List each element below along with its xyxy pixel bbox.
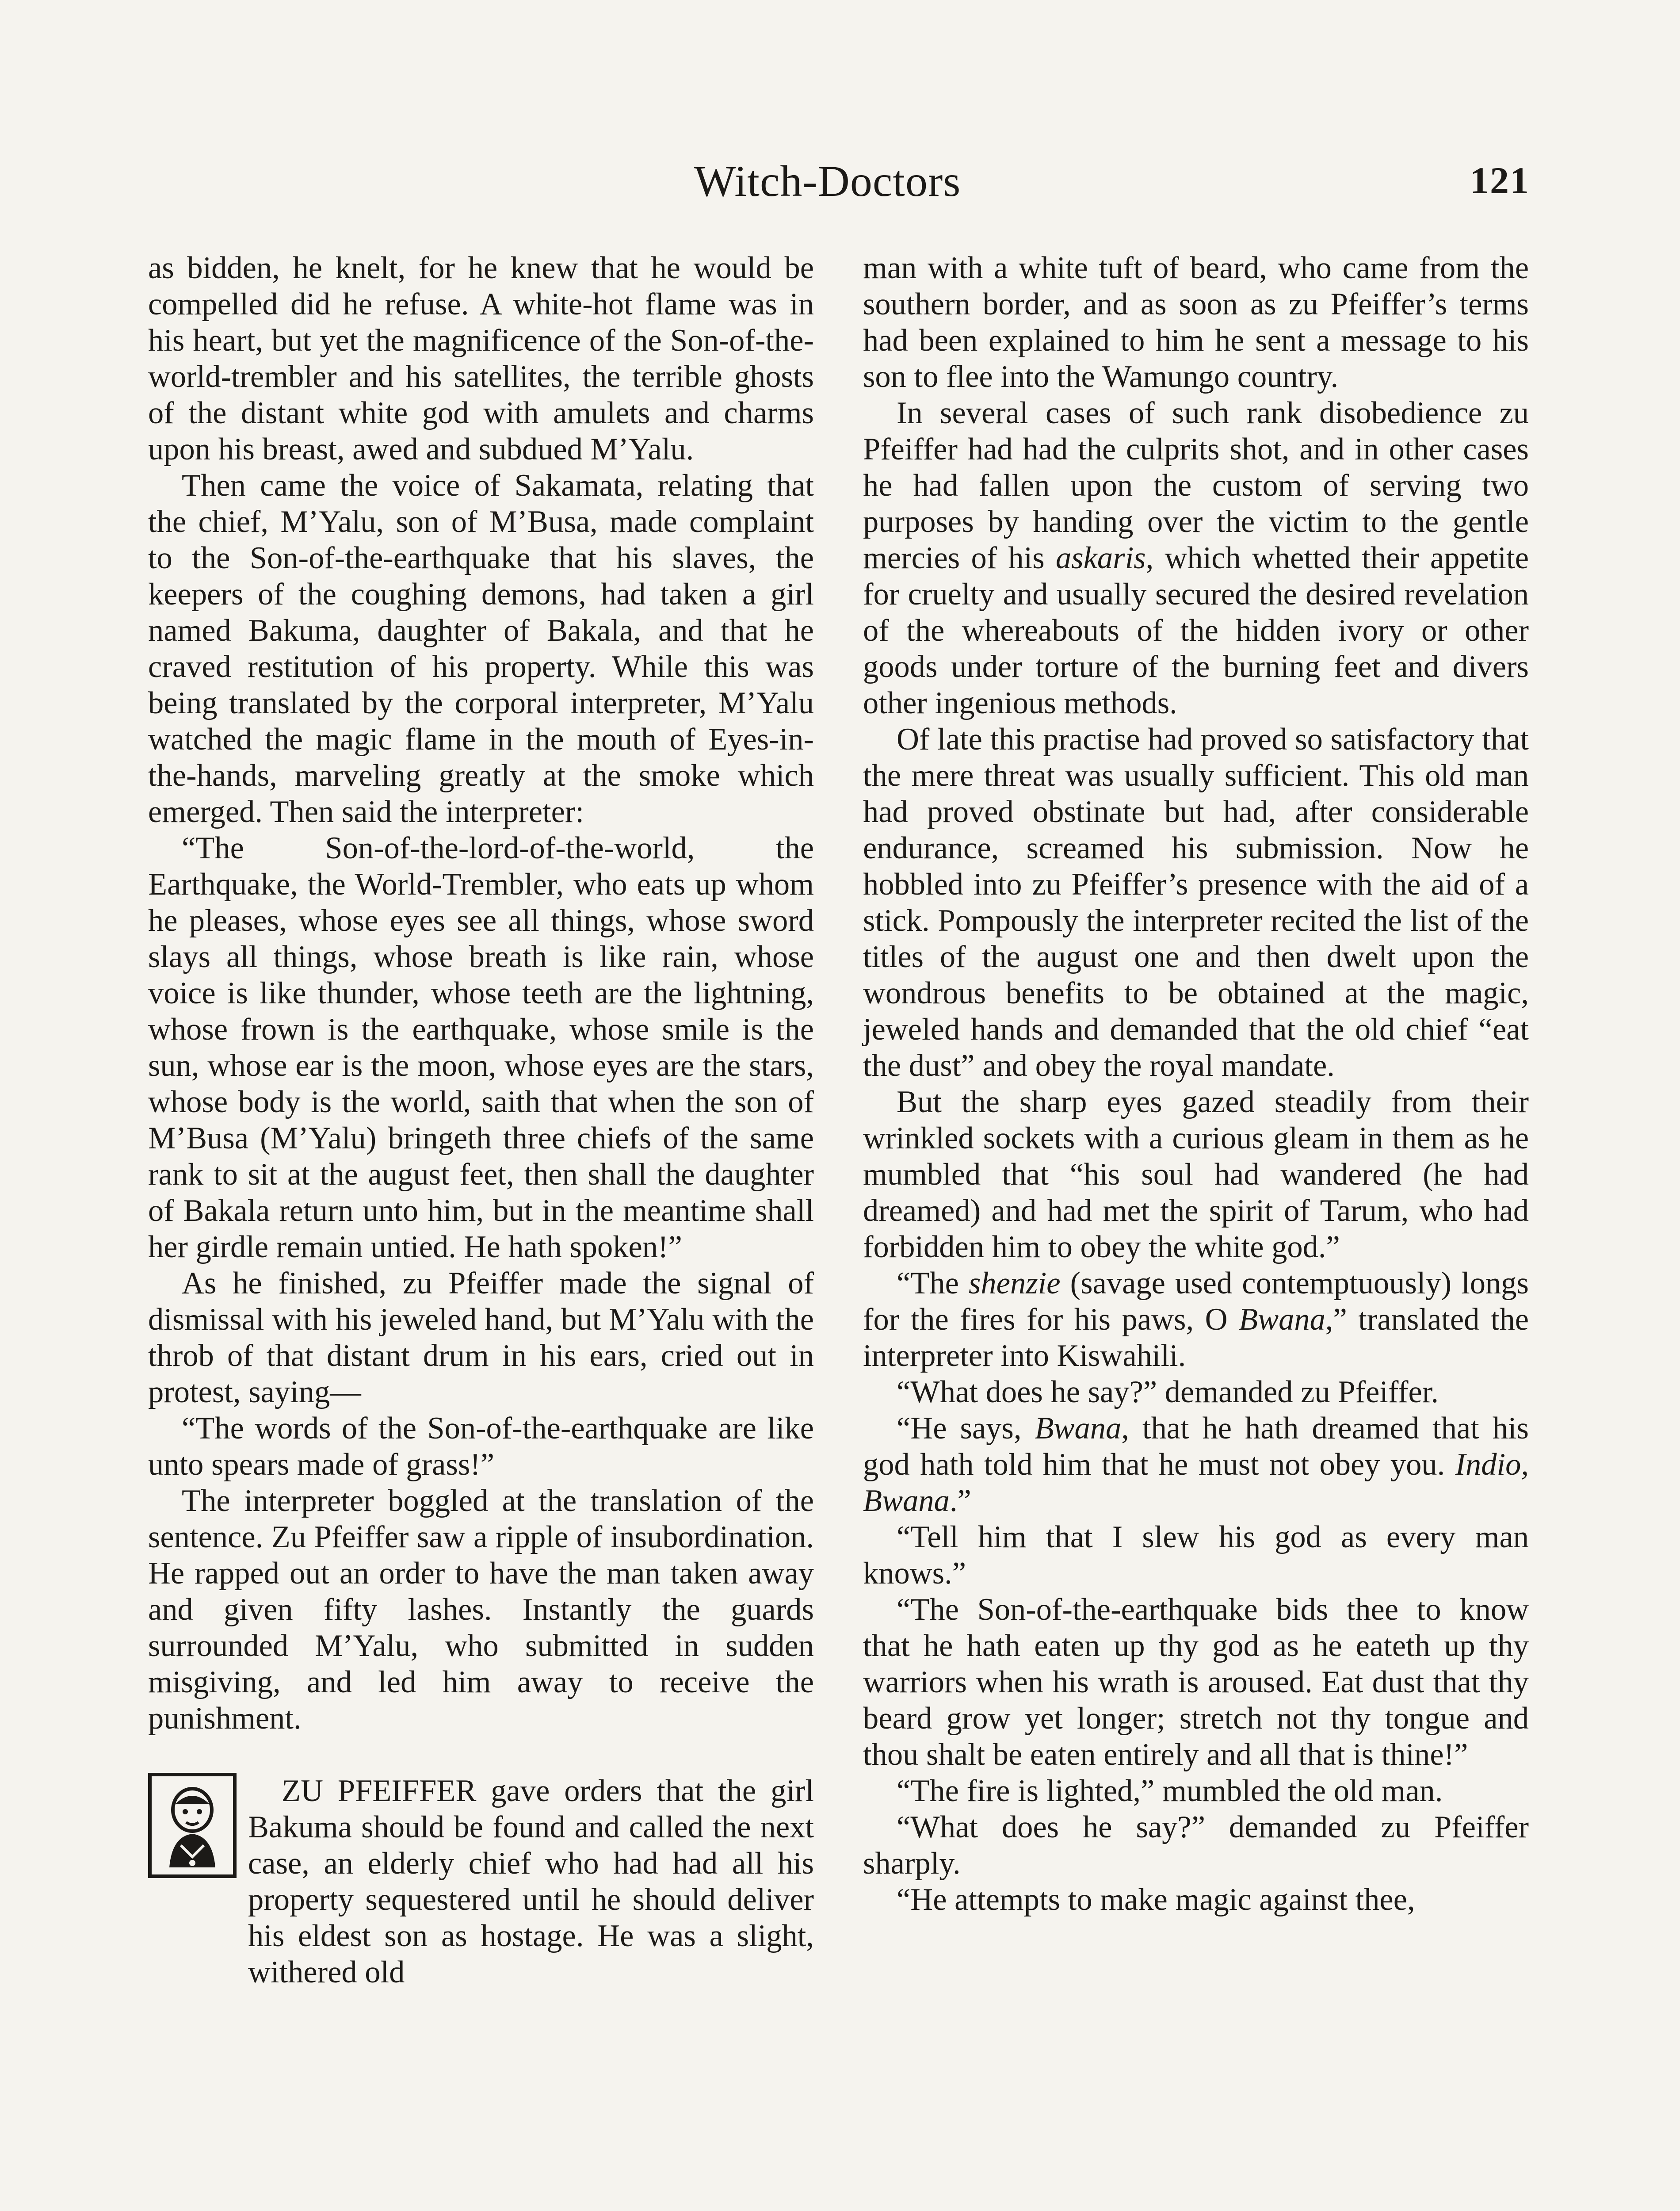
text-run: .” (949, 1484, 971, 1518)
paragraph: But the sharp eyes gazed steadily from their wrinkled sockets with a curious gleam in them as he mumbled that “his soul had wandered (he had dreamed) and had met the spirit of Tarum, who had forbidden him to obey the white god.” (863, 1085, 1529, 1264)
paragraph (863, 395, 1529, 721)
italic-run: Bwana (1035, 1411, 1122, 1446)
page-header (619, 156, 1530, 218)
text-run: “The (897, 1266, 969, 1301)
italic-run: shenzie (968, 1266, 1061, 1301)
paragraph: Of late this practise had proved so satisfactory that the mere threat was usually sufficient. This old man had proved obstinate but had, after considerable endurance, screamed his submission. Now he hobbled into zu Pfeiffer’s presence with the aid of a stick. Pompously the interpreter recited the list of the titles of the august one and then dwelt upon the wondrous benefits to be obtained at the magic, jeweled hands and demanded that the old chief “eat the dust” and obey the royal mandate. (863, 722, 1529, 1083)
text-run: , that he hath dreamed that his god hath told him that he must not obey you. (863, 1411, 1529, 1482)
italic-run: Bwana (1239, 1302, 1325, 1337)
paragraph: The interpreter boggled at the translation of the sentence. Zu Pfeiffer saw a ripple of insubordination. He rapped out an order to have the man taken away and given fifty lashes. Instantly the guards surrounded M’Yalu, who submitted in sudden misgiving, and led him away to receive the punishment. (148, 1484, 814, 1736)
ornament-face-icon (148, 1773, 237, 1878)
text-run: “He says, (897, 1411, 1035, 1446)
paragraph: “The fire is lighted,” mumbled the old man. (897, 1774, 1443, 1808)
paragraph: Then came the voice of Sakamata, relating that the chief, M’Yalu, son of M’Busa, made complaint to the Son-of-the-earthquake that his slaves, the keepers of the coughing demons, had taken a girl named Bakuma, daughter of Bakala, and that he craved restitution of his property. While this was being translated by the corporal interpreter, M’Yalu watched the magic flame in the mouth of Eyes-in-the-hands, marveling greatly at the smoke which emerged. Then said the interpreter: (148, 468, 814, 829)
paragraph: “What does he say?” demanded zu Pfeiffer sharply. (863, 1810, 1529, 1881)
italic-run: Indio, Bwana (863, 1447, 1529, 1518)
page-number: 121 (1470, 159, 1530, 202)
paragraph: ZU PFEIFFER gave orders that the girl Bakuma should be found and called the next case, an elderly chief who had had all his property sequestered until he should deliver his eldest son as hostage. He was a slight, withered old (248, 1774, 814, 1989)
text-run: (savage used contemptuously) longs for the fires for his paws, O (863, 1266, 1529, 1337)
text-run: , which whetted their appetite for cruelty and usually secured the desired revelation of the whereabouts of the hidden ivory or other goods under torture of the burning feet and divers other ingenious methods. (863, 541, 1529, 720)
paragraph: “The Son-of-the-lord-of-the-world, the Earthquake, the World-Trembler, who eats up whom he pleases, whose eyes see all things, whose sword slays all things, whose breath is like rain, whose voice is like thunder, whose teeth are the lightning, whose frown is the earthquake, whose smile is the sun, whose ear is the moon, whose eyes are the stars, whose body is the world, saith that when the son of M’Busa (M’Yalu) bringeth three chiefs of the same rank to sit at the august feet, then shall the daughter of Bakala return unto him, but in the meantime shall her girdle remain untied. He hath spoken!” (148, 831, 814, 1264)
paragraph (863, 1265, 1529, 1374)
section-start (148, 1773, 814, 1990)
paragraph: “The words of the Son-of-the-earthquake are like unto spears made of grass!” (148, 1411, 814, 1482)
paragraph: as bidden, he knelt, for he knew that he would be compelled did he refuse. A white-hot flame was in his heart, but yet the magnificence of the Son-of-the-world-trembler and his satellites, the terrible ghosts of the distant white god with amulets and charms upon his breast, awed and subdued M’Yalu. (148, 251, 814, 467)
left-column (148, 250, 814, 1990)
paragraph: “What does he say?” demanded zu Pfeiffer. (897, 1375, 1439, 1409)
paragraph: “He attempts to make magic against thee, (897, 1882, 1415, 1917)
paragraph: As he finished, zu Pfeiffer made the signal of dismissal with his jeweled hand, but M’Yalu with the throb of that distant drum in his ears, cried out in protest, saying— (148, 1266, 814, 1409)
running-title: Witch-Doctors (694, 157, 961, 206)
paragraph: “The Son-of-the-earthquake bids thee to know that he hath eaten up thy god as he eateth up thy warriors when his wrath is aroused. Eat dust that thy beard grow yet longer; stretch not thy tongue and thou shalt be eaten entirely and all that is thine!” (863, 1592, 1529, 1772)
paragraph: man with a white tuft of beard, who came from the southern border, and as soon as zu Pfeiffer’s terms had been explained to him he sent a message to his son to flee into the Wamungo country. (863, 251, 1529, 394)
italic-run: askaris (1055, 541, 1146, 575)
text-run: In several cases of such rank disobedience zu Pfeiffer had had the culprits shot, and in other cases he had fallen upon the custom of serving two purposes by handing over the victim to the gentle mercies of his (863, 396, 1529, 575)
right-column (863, 250, 1529, 1918)
paragraph (863, 1410, 1529, 1519)
paragraph: “Tell him that I slew his god as every man knows.” (863, 1520, 1529, 1591)
text-run: ,” translated the interpreter into Kiswahili. (863, 1302, 1529, 1373)
